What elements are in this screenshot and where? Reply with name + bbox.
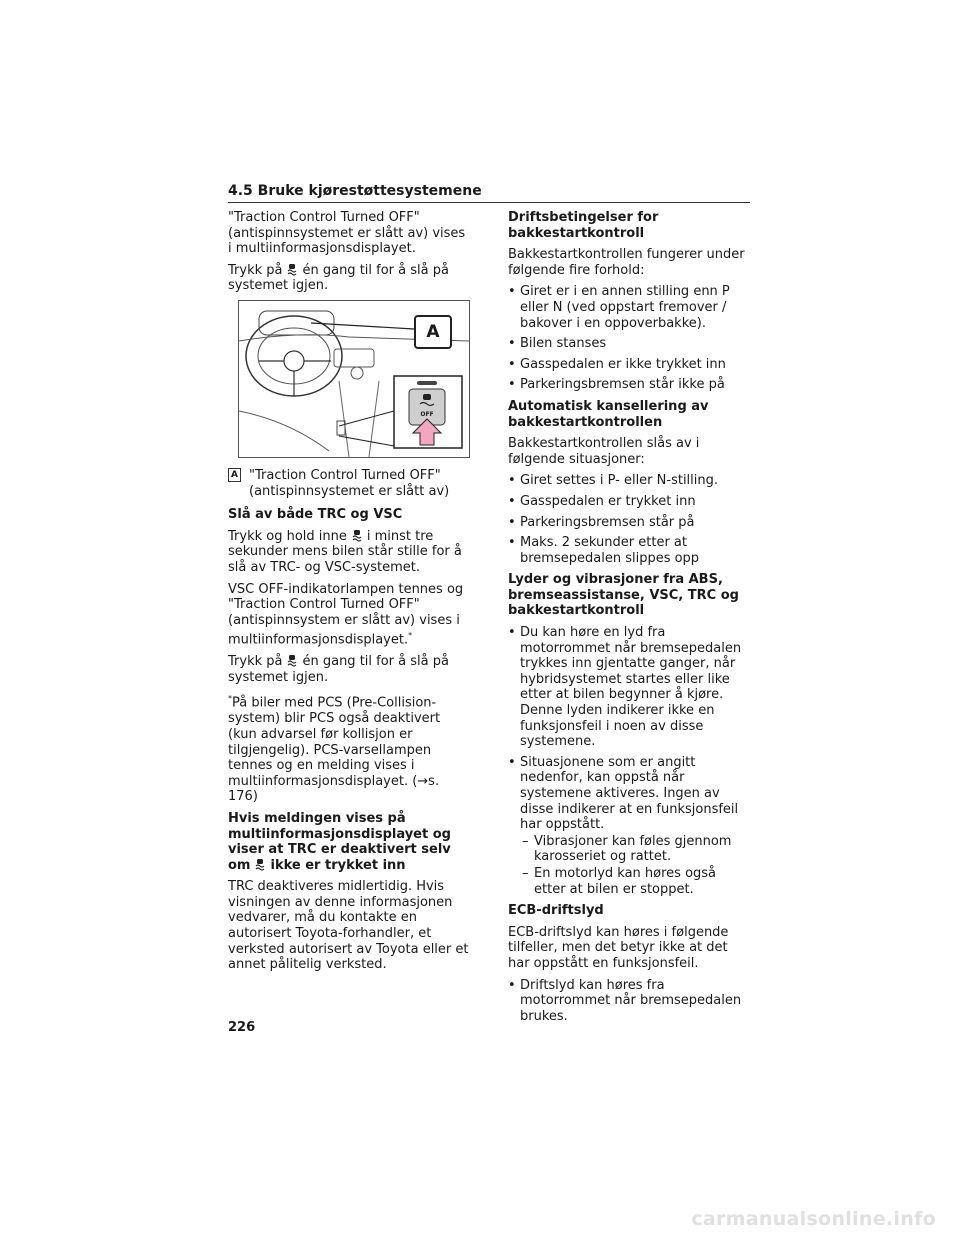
watermark: carmanualsonline.info <box>691 1208 936 1230</box>
figure-label-a: A <box>414 315 452 349</box>
list-item: • Driftslyd kan høres fra motorrommet når bremsepedalen brukes. <box>508 978 750 1025</box>
bullet-list <box>508 625 750 897</box>
paragraph: TRC deaktiveres midlertidig. Hvis visningen av denne informasjonen vedvarer, må du kontakte en autorisert Toyota-forhandler, et verksted autorisert av Toyota eller et annet pålitelig verksted. <box>228 879 469 973</box>
paragraph: Trykk og hold inne i minst tre sekunder mens bilen står stille for å slå av TRC- og VSC-systemet. <box>228 528 462 575</box>
subheading: Driftsbetingelser for bakkestartkontroll <box>508 210 659 241</box>
subheading: ECB-driftslyd <box>508 903 604 919</box>
sub-list-item: – Vibrasjoner kan føles gjennom karosseriet og rattet. <box>508 834 750 865</box>
list-item: • Situasjonene som er angitt nedenfor, kan oppstå når systemene aktiveres. Ingen av disse indikerer at en funksjonsfeil har oppstått. <box>508 755 750 833</box>
paragraph: VSC OFF-indikatorlampen tennes og "Traction Control Turned OFF" (antispinnsystem er slått av) vises i multiinformasjonsdisplayet.* <box>228 581 464 648</box>
list-item: • Giret settes i P- eller N-stilling. <box>508 473 750 489</box>
footnote: *På biler med PCS (Pre-Collision-system) blir PCS også deaktivert (kun advarsel før kollisjon er tilgjengelig). PCS-varsellampen tennes og en melding vises i multiinformasjonsdisplayet. (→s. 176) <box>228 694 441 805</box>
left-column <box>228 210 470 979</box>
trc-off-icon <box>286 263 298 276</box>
paragraph: "Traction Control Turned OFF" (antispinnsystemet er slått av) vises i multiinformasjonsdisplayet. <box>228 210 466 257</box>
list-item: • Parkeringsbremsen står ikke på <box>508 377 750 393</box>
paragraph: Bakkestartkontrollen fungerer under følgende fire forhold: <box>508 247 745 278</box>
list-item: • Gasspedalen er trykket inn <box>508 494 750 510</box>
bullet-list <box>508 284 750 393</box>
paragraph: Trykk på én gang til for å slå på systemet igjen. <box>228 654 449 685</box>
list-item: • Giret er i en annen stilling enn P eller N (ved oppstart fremover / bakover i en oppoverbakke). <box>508 284 750 331</box>
list-item: • Maks. 2 sekunder etter at bremsepedalen slippes opp <box>508 535 750 566</box>
caption-badge: A <box>228 468 241 482</box>
right-column <box>508 210 750 1030</box>
subheading: Lyder og vibrasjoner fra ABS, bremseassistanse, VSC, TRC og bakkestartkontroll <box>508 572 739 619</box>
list-item: • Parkeringsbremsen står på <box>508 515 750 531</box>
page-number: 226 <box>228 1020 256 1035</box>
list-item: • Du kan høre en lyd fra motorrommet når bremsepedalen trykkes inn gjentatte ganger, når hybridsystemet startes eller like etter at bilen begynner å kjøre. Denne lyden indikerer ikke en funksjonsfeil i noen av disse systemene. <box>508 625 750 750</box>
sub-list-item: – En motorlyd kan høres også etter at bilen er stoppet. <box>508 866 750 897</box>
paragraph: Bakkestartkontrollen slås av i følgende situasjoner: <box>508 436 700 467</box>
bullet-list <box>508 978 750 1025</box>
section-title: 4.5 Bruke kjørestøttesystemene <box>228 183 482 199</box>
figure-caption: A "Traction Control Turned OFF" (antispinnsystemet er slått av) <box>228 468 470 499</box>
section-header <box>228 180 750 203</box>
trc-off-icon <box>351 529 363 542</box>
trc-off-icon <box>286 654 298 667</box>
paragraph: Trykk på én gang til for å slå på systemet igjen. <box>228 262 449 294</box>
subheading: Automatisk kansellering av bakkestartkontrollen <box>508 398 709 430</box>
paragraph: ECB-driftslyd kan høres i følgende tilfeller, men det betyr ikke at det har oppstått en funksjonsfeil. <box>508 924 729 971</box>
list-item: • Gasspedalen er ikke trykket inn <box>508 357 750 373</box>
bullet-list <box>508 473 750 566</box>
subheading: Hvis meldingen vises på multiinformasjonsdisplayet og viser at TRC er deaktivert selv om ikke er trykket inn <box>228 810 451 873</box>
subheading: Slå av både TRC og VSC <box>228 507 403 523</box>
dashboard-illustration <box>238 300 470 458</box>
off-label: OFF <box>420 410 434 418</box>
list-item: • Bilen stanses <box>508 336 750 352</box>
trc-off-icon <box>254 858 266 871</box>
